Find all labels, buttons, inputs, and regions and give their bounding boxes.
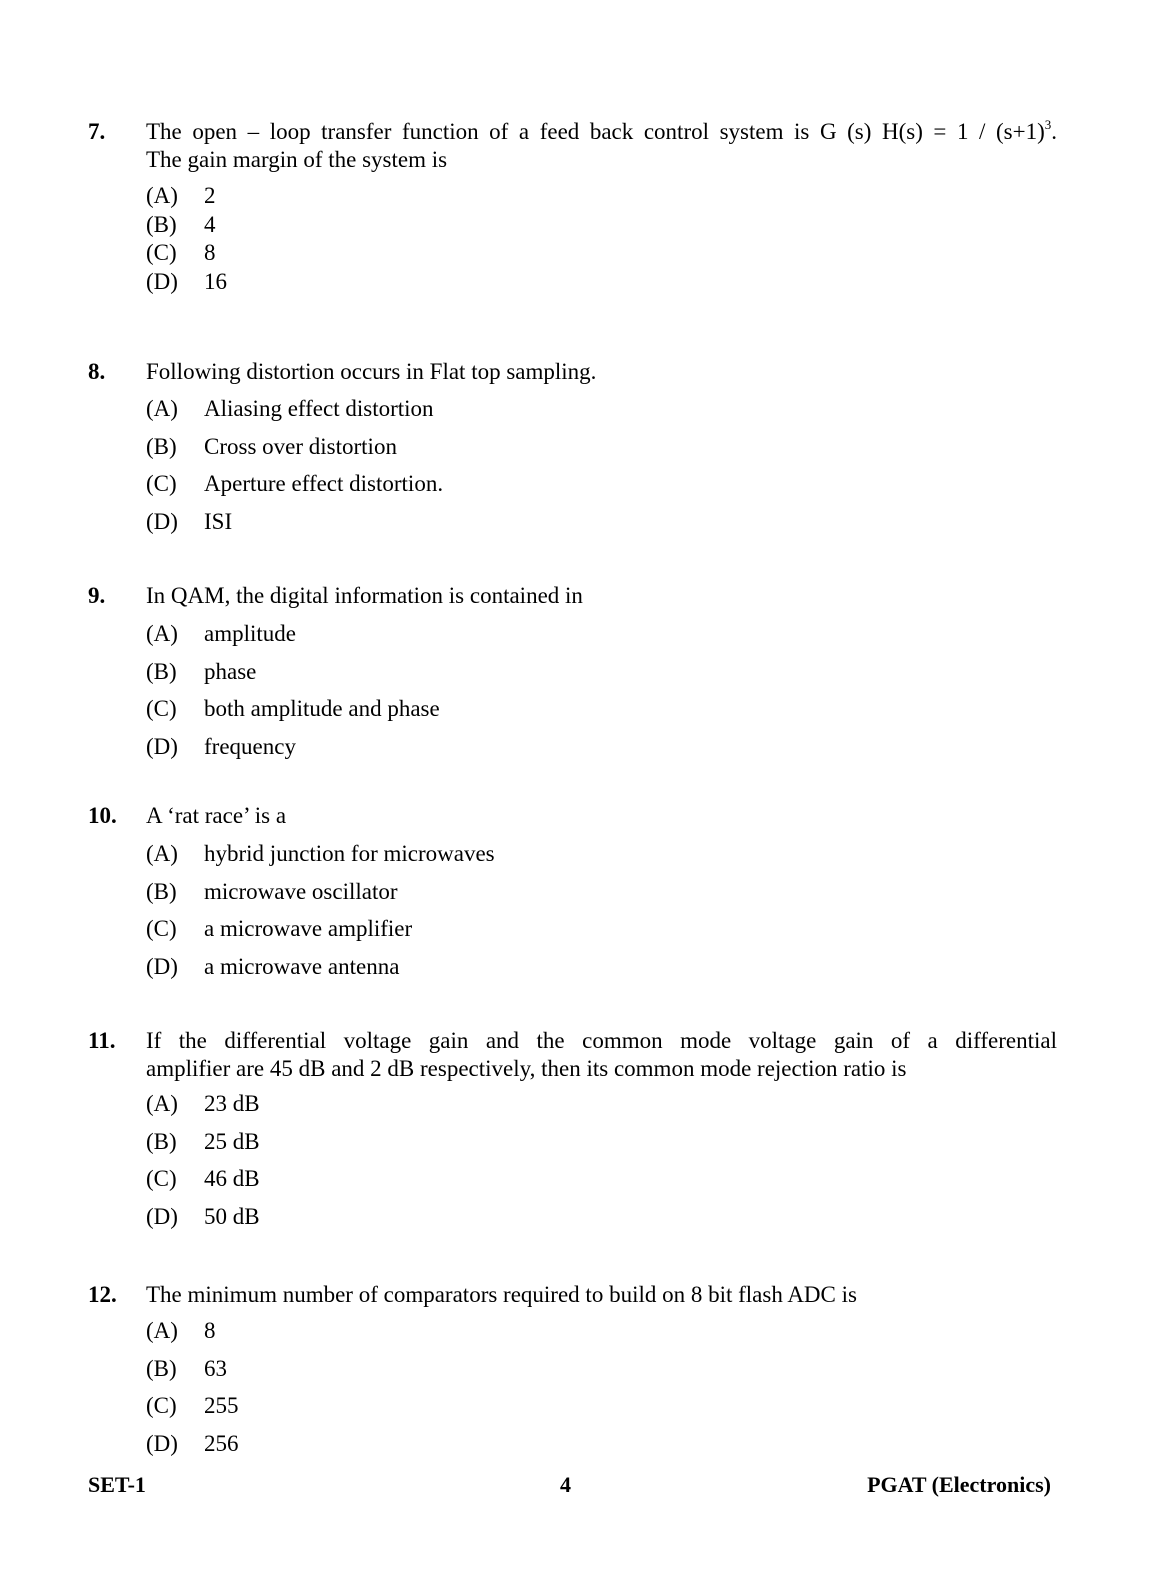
- superscript-3: 3: [1044, 117, 1052, 132]
- question-11: [88, 1027, 1057, 1235]
- question-number: 11.: [88, 1028, 116, 1053]
- option-b[interactable]: (B) Cross over distortion: [146, 433, 397, 459]
- footer-exam-title: PGAT (Electronics): [867, 1472, 1051, 1497]
- option-b[interactable]: (B) 63: [146, 1355, 227, 1381]
- question-12: [88, 1281, 1057, 1462]
- option-b[interactable]: (B) phase: [146, 658, 257, 684]
- question-text: [146, 1027, 1057, 1083]
- options-list: [146, 615, 1057, 765]
- footer-page-number: 4: [560, 1472, 571, 1497]
- question-text: [146, 118, 1057, 174]
- question-number: 10.: [88, 803, 117, 828]
- question-10: [88, 802, 1057, 985]
- option-b[interactable]: (B) 25 dB: [146, 1128, 260, 1154]
- option-a[interactable]: (A) hybrid junction for microwaves: [146, 841, 495, 866]
- option-d[interactable]: (D) 256: [146, 1430, 239, 1456]
- question-text: Following distortion occurs in Flat top sampling.: [146, 359, 597, 384]
- question-number: 9.: [88, 583, 106, 608]
- option-a[interactable]: (A) 2: [146, 183, 216, 208]
- options-list: [146, 390, 1057, 540]
- question-8: [88, 358, 1057, 540]
- option-c[interactable]: (C) a microwave amplifier: [146, 916, 413, 941]
- question-text-line-2: amplifier are 45 dB and 2 dB respectively, then its common mode rejection ratio is: [146, 1056, 907, 1081]
- option-a[interactable]: (A) 8: [146, 1318, 216, 1343]
- options-list: [146, 1085, 1057, 1235]
- question-text-line-2: The gain margin of the system is: [146, 147, 448, 172]
- option-b[interactable]: (B) microwave oscillator: [146, 878, 398, 904]
- question-number: 7.: [88, 119, 106, 144]
- question-number: 8.: [88, 359, 106, 384]
- question-number: 12.: [88, 1282, 117, 1307]
- question-text: The minimum number of comparators required to build on 8 bit flash ADC is: [146, 1282, 857, 1307]
- option-b[interactable]: (B) 4: [146, 211, 216, 237]
- option-d[interactable]: (D) 50 dB: [146, 1203, 260, 1229]
- options-list: [146, 835, 1057, 985]
- option-c[interactable]: (C) 8: [146, 240, 216, 265]
- option-a[interactable]: (A) 23 dB: [146, 1091, 260, 1116]
- option-c[interactable]: (C) 255: [146, 1393, 239, 1418]
- question-9: [88, 582, 1057, 765]
- option-c[interactable]: (C) 46 dB: [146, 1166, 260, 1191]
- options-list: [146, 1312, 1057, 1462]
- option-d[interactable]: (D) frequency: [146, 733, 296, 759]
- footer-set-label: SET-1: [88, 1472, 146, 1497]
- option-c[interactable]: (C) both amplitude and phase: [146, 696, 440, 721]
- option-a[interactable]: (A) amplitude: [146, 621, 296, 646]
- question-7: [88, 118, 1057, 296]
- option-c[interactable]: (C) Aperture effect distortion.: [146, 471, 444, 496]
- question-text: In QAM, the digital information is contained in: [146, 583, 583, 608]
- option-d[interactable]: (D) 16: [146, 268, 227, 294]
- question-text-line-1: If the differential voltage gain and the common mode voltage gain of a differential: [146, 1028, 1057, 1053]
- option-d[interactable]: (D) ISI: [146, 508, 233, 534]
- option-a[interactable]: (A) Aliasing effect distortion: [146, 396, 434, 421]
- options-list: [146, 182, 1057, 296]
- option-d[interactable]: (D) a microwave antenna: [146, 953, 400, 979]
- question-text-line-1: The open – loop transfer function of a feed back control system is G (s) $H(s) = 1 / (s+1)^3$.: [146, 117, 1057, 144]
- question-text: A ‘rat race’ is a: [146, 803, 287, 828]
